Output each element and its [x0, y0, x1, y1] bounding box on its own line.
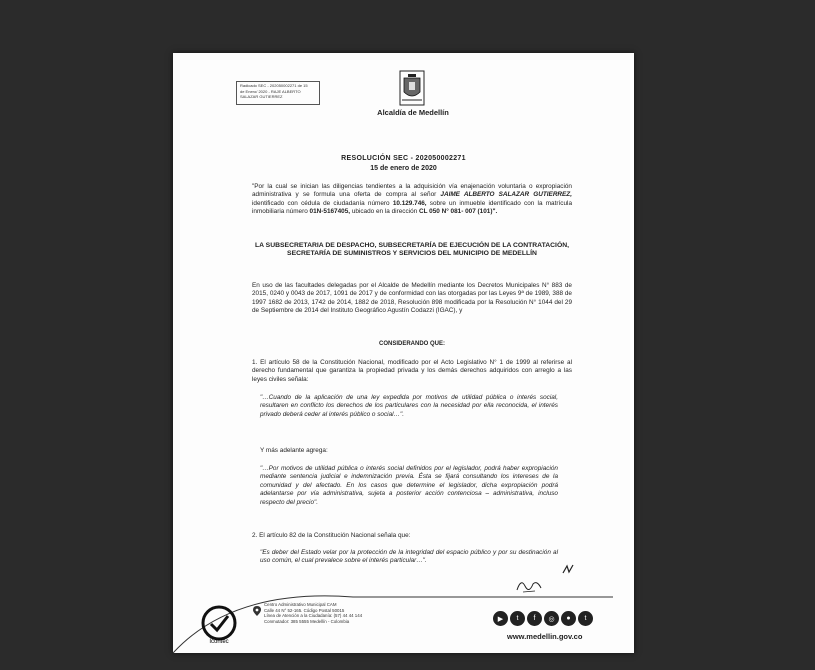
- document-page: [173, 53, 634, 653]
- icontec-cert-icon: [200, 604, 238, 644]
- footer-line: Línea de Atención a la Ciudadanía: (57) 44 44 144: [264, 613, 363, 619]
- resolution-date: 15 de enero de 2020: [370, 165, 437, 172]
- footer-address: [264, 602, 362, 625]
- flickr-icon[interactable]: ●: [561, 611, 576, 626]
- issuer-heading: LA SUBSECRETARIA DE DESPACHO, SUBSECRETARÍA DE EJECUCIÓN DE LA CONTRATACIÓN, SECRETARÍA DE SUMINISTROS Y SERVICIOS DEL MUNICIPIO DE MEDELLÍN: [254, 242, 570, 258]
- resolution-title: RESOLUCIÓN SEC - 202050002271: [341, 155, 466, 162]
- summary-text: ubicado en la dirección: [350, 208, 419, 216]
- initials-mark: [561, 563, 575, 577]
- coat-of-arms-icon: [399, 70, 425, 106]
- considering-heading: CONSIDERANDO QUE:: [378, 341, 445, 347]
- stamp-line: de Enero/ 2020 - RAJE ALBERTO: [240, 88, 301, 94]
- footer-line: Conmutador: 385 5555 Medellín - Colombia: [264, 619, 350, 625]
- location-pin-icon: [253, 606, 261, 616]
- twitter-icon[interactable]: t: [510, 611, 525, 626]
- summary-text: identificado con cédula de ciudadanía número: [252, 199, 393, 207]
- registration-number: 01N-5167405,: [309, 208, 351, 216]
- organization-name: Alcaldía de Medellín: [377, 108, 449, 117]
- quote-expropriation: "…Por motivos de utilidad pública o interés social definidos por el legislador, podrá haber expropiación mediante sentencia judicial e indemnización previa. Ésta se fijará consultando los intereses de la comunidad y del afectado. En los casos que determine el legislador, dicha expropiación podrá adelantarse por vía administrativa, sujeta a posterior acción contenciosa – administrativa, incluso respecto del precio".: [260, 465, 558, 506]
- stamp-line: Radicado SEC - 202050002271 de 15: [240, 83, 308, 88]
- also-adds-text: Y más adelante agrega:: [260, 447, 328, 454]
- tumblr-icon[interactable]: t: [578, 611, 593, 626]
- footer-line: Calle 44 N° 52-165. Código Postal 50015: [264, 607, 345, 613]
- footer-line: Centro Administrativo Municipal CAM: [264, 602, 337, 607]
- article-58-item: 1. El artículo 58 de la Constitución Nacional, modificado por el Acto Legislativo N° 1 de 1999 al referirse al derecho fundamental que garantiza la propiedad privada y los demás derechos adquiridos con arreglo a las leyes civiles señala:: [252, 359, 572, 383]
- owner-name: JAIME ALBERTO SALAZAR GUTIERREZ,: [440, 191, 572, 199]
- instagram-icon[interactable]: ◎: [544, 611, 559, 626]
- youtube-icon[interactable]: ▶: [493, 611, 508, 626]
- social-icons: [493, 611, 593, 626]
- filing-stamp: [236, 81, 320, 105]
- faculties-paragraph: En uso de las facultades delegadas por el Alcalde de Medellín mediante los Decretos Municipales N° 883 de 2015, 0240 y 0043 de 2017, 1091 de 2017 y de conformidad con las otorgadas por las Leyes 9ª de 1989, 388 de 1997 1682 de 2013, 1742 de 2014, 1882 de 2018, Resolución 898 modificada por la Resolución N° 1044 del 29 de Septiembre de 2014 del Instituto Geográfico Agustín Codazzi (IGAC), y: [252, 282, 572, 315]
- article-82-item: 2. El artículo 82 de la Constitución Nacional señala que:: [252, 532, 411, 539]
- resolution-summary: [252, 183, 572, 217]
- cert-label: Icontec: [209, 639, 229, 644]
- summary-text: sobre un inmueble identificado con la matrícula inmobiliaria número: [252, 199, 572, 216]
- property-address: CL 050 N° 081- 007 (101)".: [418, 208, 498, 216]
- quote-article-58: "…Cuando de la aplicación de una ley expedida por motivos de utilidad pública o interés social, resultaren en conflicto los derechos de los particulares con la necesidad por ella reconocida, el interés privado deberá ceder al interés público o social…".: [260, 394, 558, 418]
- footer-website-link[interactable]: www.medellin.gov.co: [507, 632, 583, 641]
- quote-article-82: "Es deber del Estado velar por la protección de la integridad del espacio público y por su destinación al uso común, el cual prevalece sobre el interés particular…".: [260, 549, 558, 565]
- stamp-line: SALAZAR GUTIERREZ: [240, 94, 283, 100]
- id-number: 10.129.746,: [392, 199, 427, 207]
- summary-text: "Por la cual se inician las diligencias tendientes a la adquisición vía enajenación voluntaria o expropiación administrativa y se formula una oferta de compra al señor: [252, 183, 572, 199]
- facebook-icon[interactable]: f: [527, 611, 542, 626]
